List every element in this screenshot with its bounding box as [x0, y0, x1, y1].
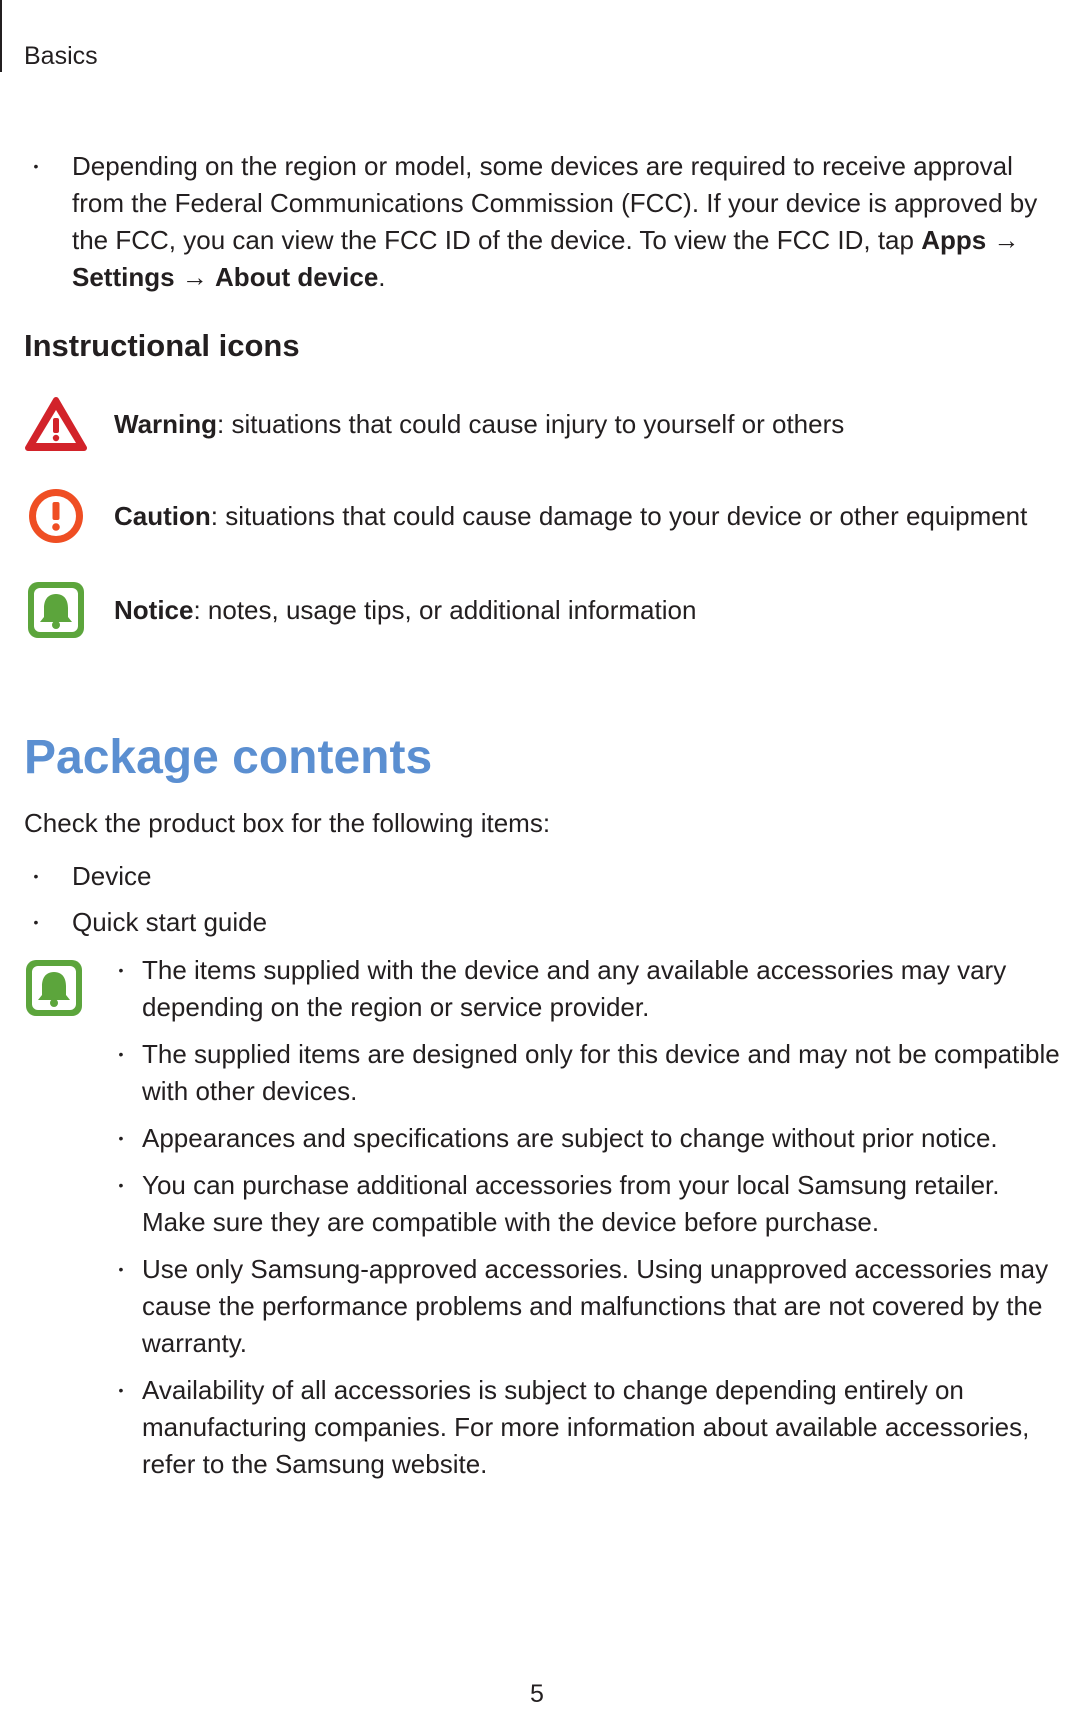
notice-row: [24, 580, 697, 640]
list-item-text: Device: [72, 861, 152, 891]
note-item: [100, 1251, 1070, 1362]
warning-row: [24, 394, 845, 454]
list-item: [0, 904, 1052, 941]
bullet-dot: •: [118, 1261, 124, 1277]
bullet-dot: •: [118, 1382, 124, 1398]
path-arrow: →: [174, 262, 216, 292]
bullet-dot: •: [118, 962, 124, 978]
notice-notes: [100, 952, 1070, 1493]
apps-term: Apps: [921, 225, 987, 255]
fcc-note-text: [72, 148, 1052, 296]
bullet-dot: •: [118, 1130, 124, 1146]
notice-bell-icon: [24, 958, 84, 1023]
caution-term: Caution: [114, 500, 211, 531]
notice-desc: : notes, usage tips, or additional information: [193, 594, 697, 625]
list-item-text: Quick start guide: [72, 907, 268, 937]
period: .: [378, 262, 386, 292]
note-text: Appearances and specifications are subject to change without prior notice.: [142, 1123, 998, 1153]
note-item: [100, 1372, 1070, 1483]
note-item: [100, 1167, 1070, 1241]
note-item: [100, 1036, 1070, 1110]
warning-label: [114, 409, 844, 440]
running-header: Basics: [24, 42, 98, 70]
bullet-dot: •: [33, 914, 39, 930]
bullet-dot: •: [33, 868, 39, 884]
note-text: Use only Samsung-approved accessories. Using unapproved accessories may cause the performance problems and malfunctions that are not covered by the warranty.: [142, 1254, 1049, 1358]
note-item: [100, 952, 1070, 1026]
caution-label: [114, 501, 1027, 532]
notice-label: [114, 595, 696, 626]
bullet-dot: •: [33, 158, 39, 174]
fcc-note-body: Depending on the region or model, some devices are required to receive approval from the Federal Communications Commission (FCC). If your device is approved by the FCC, you can view the FCC ID of the device. To view the FCC ID, tap: [72, 151, 1038, 255]
note-text: You can purchase additional accessories from your local Samsung retailer. Make sure they are compatible with the device before purchase.: [142, 1170, 1000, 1237]
fcc-note: [0, 148, 1052, 296]
warning-triangle-icon: [24, 394, 88, 454]
instructional-icons-heading: Instructional icons: [24, 328, 300, 363]
caution-circle-icon: [24, 486, 88, 546]
notice-bell-icon: [24, 580, 88, 640]
note-text: Availability of all accessories is subject to change depending entirely on manufacturing companies. For more information about available accessories, refer to the Samsung website.: [142, 1375, 1030, 1479]
caution-desc: : situations that could cause damage to your device or other equipment: [210, 500, 1028, 531]
note-item: [100, 1120, 1070, 1157]
path-arrow: →: [986, 225, 1020, 255]
notice-term: Notice: [114, 594, 194, 625]
about-device-term: About device: [215, 262, 379, 292]
bullet-dot: •: [118, 1177, 124, 1193]
bullet-dot: •: [118, 1046, 124, 1062]
package-intro: Check the product box for the following items:: [24, 808, 551, 838]
settings-term: Settings: [72, 262, 175, 292]
note-text: The items supplied with the device and any available accessories may vary depending on the region or service provider.: [142, 955, 1007, 1022]
warning-desc: : situations that could cause injury to yourself or others: [217, 408, 845, 439]
package-contents-title: Package contents: [24, 731, 433, 784]
caution-row: [24, 486, 1028, 546]
header-rule: [0, 0, 2, 72]
page-number: 5: [530, 1680, 544, 1708]
note-text: The supplied items are designed only for this device and may not be compatible with other devices.: [142, 1039, 1060, 1106]
list-item: [0, 858, 1052, 895]
warning-term: Warning: [114, 408, 218, 439]
